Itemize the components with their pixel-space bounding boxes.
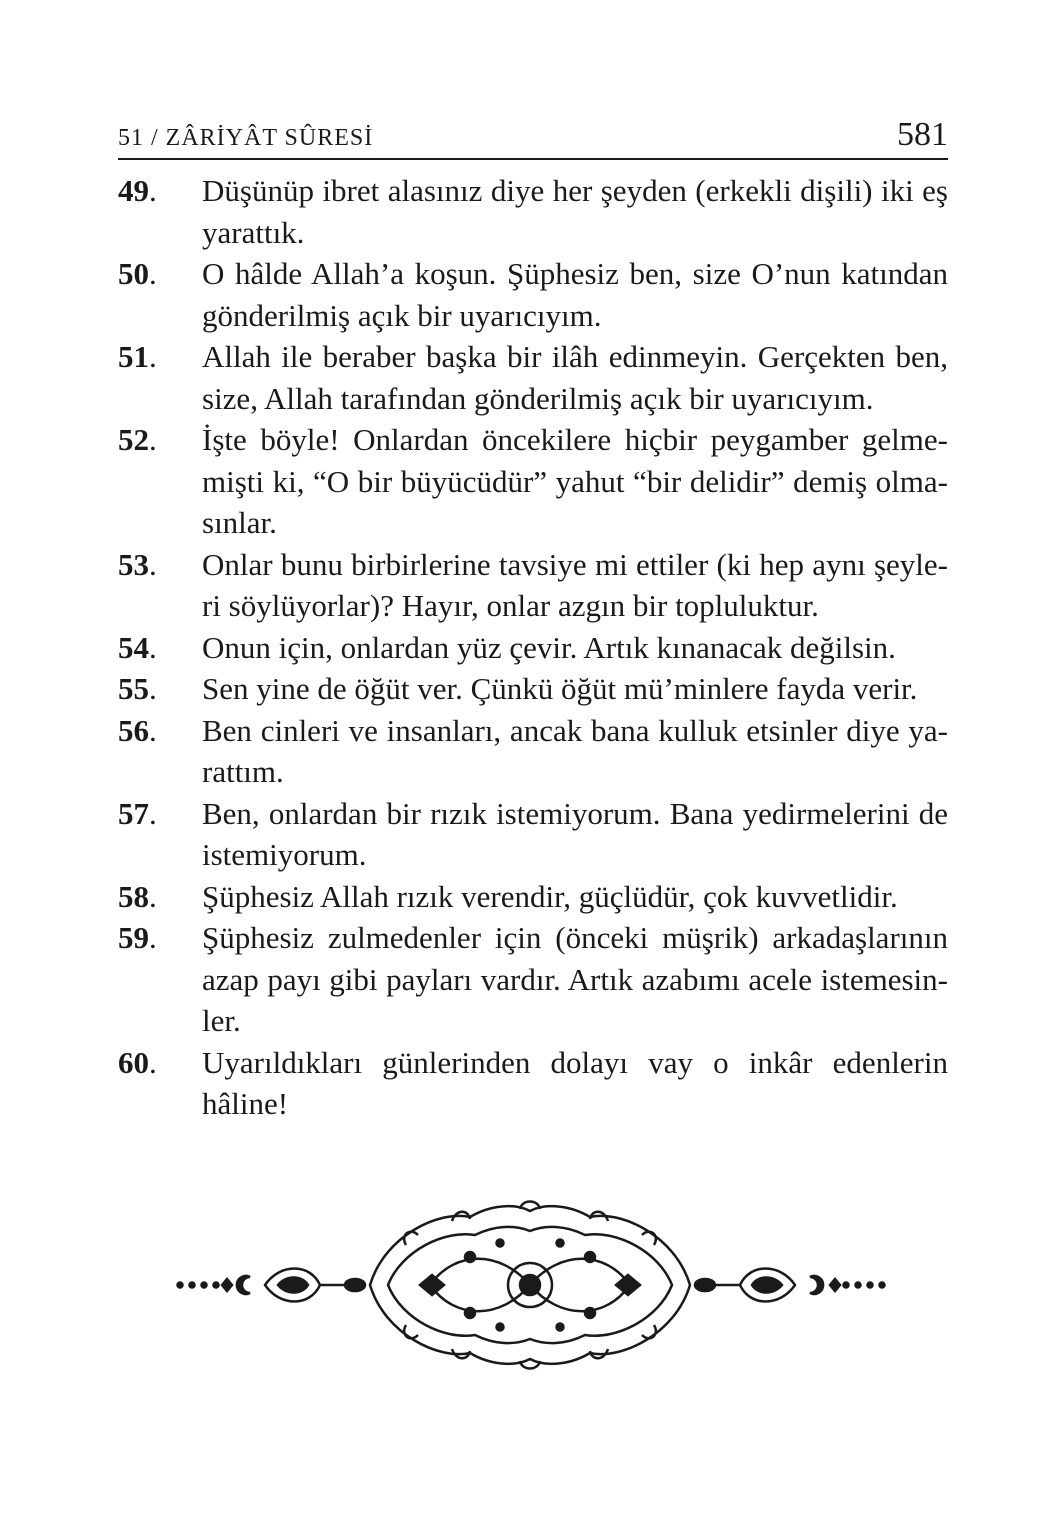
verse-number-value: 51: [118, 339, 149, 374]
verse-text: Şüphesiz Allah rızık verendir, güçlüdür, çok kuvvetlidir.: [202, 878, 898, 914]
verse-60: [118, 1042, 948, 1125]
verse-number: [118, 336, 202, 378]
page-header: [118, 112, 948, 160]
verse-number-value: 55: [118, 671, 149, 706]
verse-number: [118, 917, 202, 959]
ornament-divider: [170, 1195, 890, 1375]
verse-number-dot: .: [149, 878, 157, 914]
crescent-icon: [810, 1276, 823, 1294]
verse-number-value: 59: [118, 920, 149, 955]
verse-number-value: 49: [118, 173, 149, 208]
verse-50: [118, 253, 948, 336]
verse-text: Şüphesiz zulmedenler için (önceki müşrik) arkadaşlarının azap payı gibi payları vardır. Artık azabımı acele istemesinler.: [202, 920, 948, 1038]
verse-number: [118, 170, 202, 212]
ornament-dot: [844, 1283, 849, 1288]
verse-number-value: 56: [118, 712, 149, 748]
verse-number-value: 54: [118, 629, 149, 665]
verse-number: [118, 668, 202, 710]
verse-number-dot: .: [149, 173, 157, 208]
verse-52: [118, 419, 948, 544]
verse-number-dot: .: [149, 339, 157, 374]
verse-number: [118, 544, 202, 586]
verse-number-dot: .: [149, 795, 157, 831]
ornament-dot: [214, 1283, 219, 1288]
verse-51: [118, 336, 948, 419]
verse-number: [118, 793, 202, 835]
verse-58: [118, 876, 948, 918]
verse-number-value: 50: [118, 256, 149, 291]
ornament-dot: [178, 1283, 183, 1288]
verse-text: Sen yine de öğüt ver. Çünkü öğüt mü’minlere fayda verir.: [202, 671, 918, 706]
ornament-star: [830, 1279, 840, 1291]
verse-number: [118, 876, 202, 918]
ornament-dot: [868, 1283, 873, 1288]
verse-number: [118, 419, 202, 461]
verse-text: Uyarıldıkları günlerinden dolayı vay o inkâr edenlerin hâline!: [202, 1044, 948, 1121]
verse-text: Onlar bunu birbirlerine tavsiye mi ettiler (ki hep aynı şeyleri söylüyorlar)? Hayır, onlar azgın bir topluluktur.: [202, 546, 948, 623]
verse-number-dot: .: [149, 671, 157, 706]
verse-number-dot: .: [149, 422, 157, 457]
verse-number: [118, 627, 202, 669]
verse-53: [118, 544, 948, 627]
verse-number-dot: .: [149, 256, 157, 291]
verse-number-value: 52: [118, 422, 149, 457]
verse-number-value: 57: [118, 795, 149, 831]
verse-57: [118, 793, 948, 876]
crescent-icon: [237, 1276, 250, 1294]
verse-number-dot: .: [149, 629, 157, 665]
verse-text: Onun için, onlardan yüz çevir. Artık kınanacak değilsin.: [202, 629, 896, 665]
verse-56: [118, 710, 948, 793]
verse-text: O hâlde Allah’a koşun. Şüphesiz ben, size O’nun katından gönderilmiş açık bir uyarıcıyım.: [202, 256, 948, 333]
verse-list: [118, 170, 948, 1125]
verse-number-value: 58: [118, 878, 149, 914]
verse-number: [118, 1042, 202, 1084]
ornament-dot: [880, 1283, 885, 1288]
verse-text: Ben, onlardan bir rızık istemiyorum. Bana yedirmelerini de istemiyorum.: [202, 795, 948, 872]
running-head: 51 / ZÂRİYÂT SÛRESİ: [118, 125, 374, 151]
verse-number-value: 60: [118, 1044, 149, 1080]
verse-number: [118, 253, 202, 295]
ornament-star: [222, 1279, 232, 1291]
verse-text: Ben cinleri ve insanları, ancak bana kulluk etsinler diye yarattım.: [202, 712, 948, 789]
verse-number-dot: .: [149, 712, 157, 748]
verse-49: [118, 170, 948, 253]
verse-number-value: 53: [118, 546, 149, 582]
verse-text: Düşünüp ibret alasınız diye her şeyden (erkekli dişili) iki eş yarattık.: [202, 173, 948, 250]
verse-54: [118, 627, 948, 669]
verse-number: [118, 710, 202, 752]
verse-55: [118, 668, 948, 710]
ornament-dot: [190, 1283, 195, 1288]
verse-59: [118, 917, 948, 1042]
verse-number-dot: .: [149, 1044, 157, 1080]
verse-number-dot: .: [149, 546, 157, 582]
verse-number-dot: .: [149, 920, 157, 955]
ornament-dot: [202, 1283, 207, 1288]
verse-text: İşte böyle! Onlardan öncekilere hiçbir peygamber gelmemişti ki, “O bir büyücüdür” yahut “bir delidir” demiş olmasınlar.: [202, 422, 948, 540]
page-number: 581: [897, 116, 948, 153]
verse-text: Allah ile beraber başka bir ilâh edinmeyin. Gerçekten ben, size, Allah tarafından gönderilmiş açık bir uyarıcıyım.: [202, 339, 948, 416]
ornament-dot: [856, 1283, 861, 1288]
